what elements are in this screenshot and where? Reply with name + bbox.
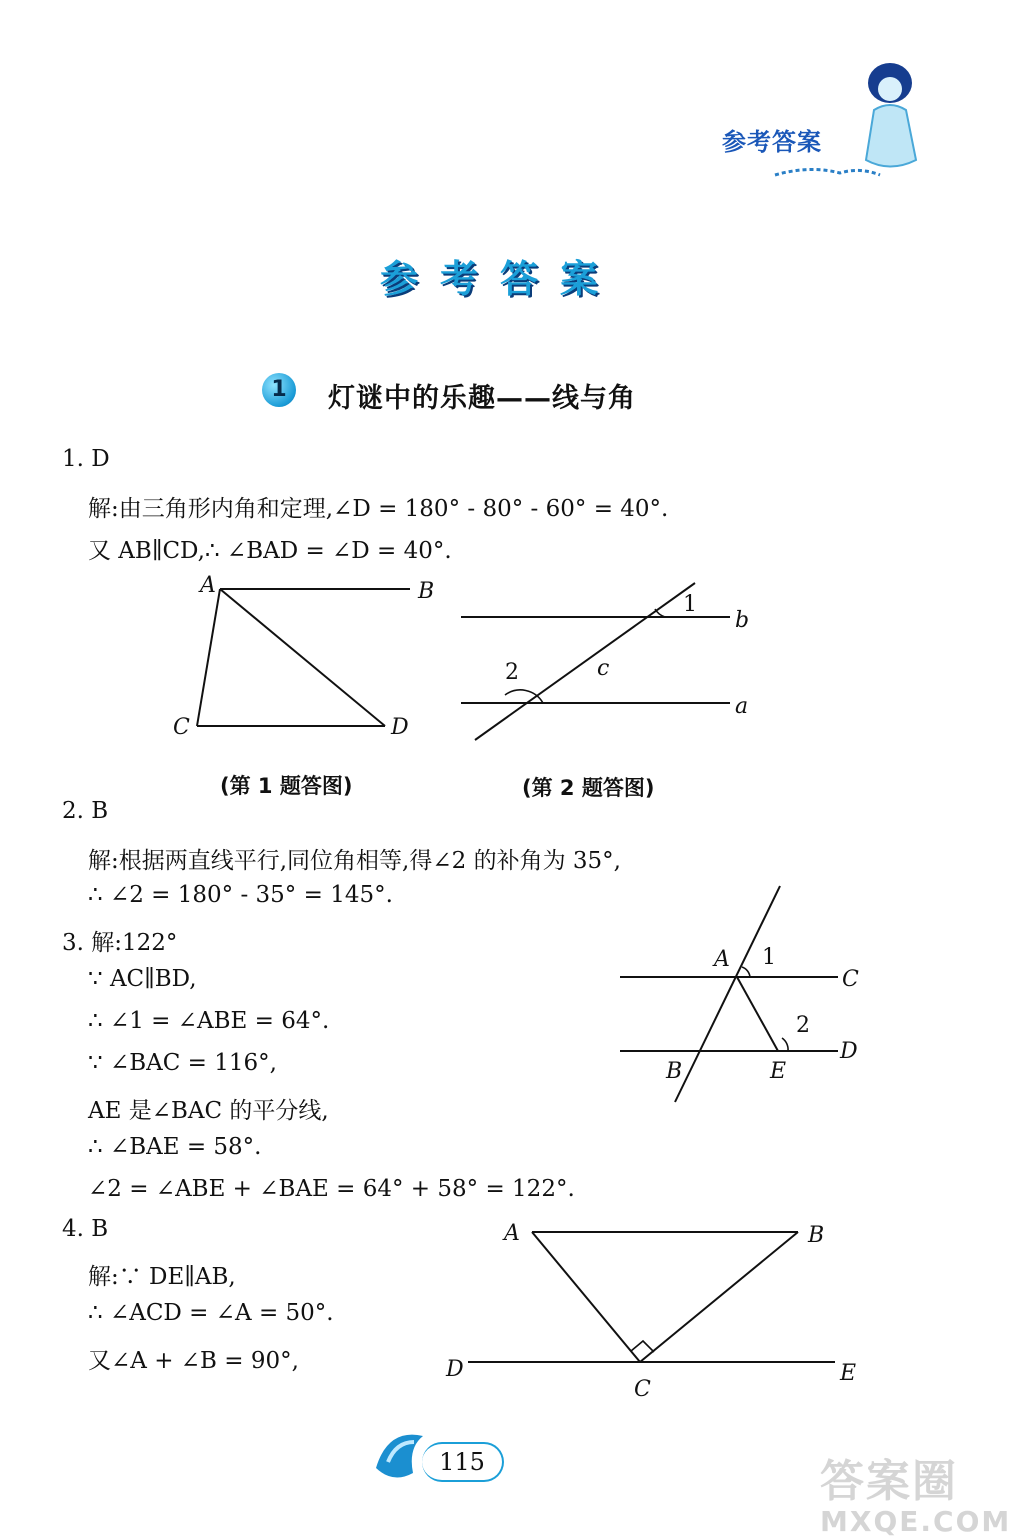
- header-girl-illustration: [770, 55, 950, 185]
- fig2-label-a: a: [735, 694, 749, 719]
- fig3-angle-1: 1: [762, 945, 776, 970]
- q3-line: ∵ ∠BAC = 116°,: [88, 1050, 277, 1076]
- watermark-line1: 答案圈: [820, 1456, 958, 1507]
- q3-line: ∴ ∠BAE = 58°.: [88, 1134, 262, 1160]
- figure-3-parallel-lines: [610, 880, 870, 1110]
- fig1-label-B: B: [418, 579, 435, 604]
- fig2-label-b: b: [735, 608, 750, 633]
- section-number-badge: 1: [262, 373, 296, 407]
- fig3-label-E: E: [770, 1059, 787, 1084]
- q4-line: 解:∵ DE∥AB,: [88, 1264, 236, 1290]
- fig4-label-B: B: [808, 1223, 825, 1248]
- fig3-label-D: D: [840, 1039, 858, 1064]
- q3-line: AE 是∠BAC 的平分线,: [88, 1098, 329, 1124]
- figure-1-quadrilateral: [165, 568, 435, 748]
- q4-line: 又∠A + ∠B = 90°,: [88, 1348, 299, 1374]
- fig4-label-A: A: [504, 1221, 520, 1246]
- fig1-label-A: A: [200, 573, 216, 598]
- fig4-label-C: C: [634, 1377, 651, 1402]
- page-number: 115: [422, 1442, 504, 1482]
- q2-solution-line1: 解:根据两直线平行,同位角相等,得∠2 的补角为 35°,: [88, 848, 621, 874]
- fig2-label-c: c: [597, 656, 610, 681]
- q4-line: ∴ ∠ACD = ∠A = 50°.: [88, 1300, 334, 1326]
- q3-line: ∠2 = ∠ABE + ∠BAE = 64° + 58° = 122°.: [88, 1176, 575, 1202]
- q1-solution-line1: 解:由三角形内角和定理,∠D = 180° - 80° - 60° = 40°.: [88, 496, 669, 522]
- watermark: [820, 1445, 1011, 1538]
- section-title: 灯谜中的乐趣——线与角: [328, 383, 636, 414]
- fig3-angle-2: 2: [796, 1013, 810, 1038]
- figure-1-caption: (第 1 题答图): [220, 774, 353, 798]
- watermark-line2: MXQE.COM: [820, 1505, 1011, 1538]
- figure-2-caption: (第 2 题答图): [522, 776, 655, 800]
- q3-line: ∵ AC∥BD,: [88, 966, 197, 992]
- header-label: 参考答案: [722, 128, 822, 156]
- fig4-label-D: D: [446, 1357, 464, 1382]
- q3-line: ∴ ∠1 = ∠ABE = 64°.: [88, 1008, 330, 1034]
- fig2-angle-1: 1: [683, 592, 697, 617]
- fig1-label-C: C: [173, 715, 190, 740]
- figure-2-parallel-lines: [455, 575, 755, 750]
- q1-solution-line2: 又 AB∥CD,∴ ∠BAD = ∠D = 40°.: [88, 538, 452, 564]
- fig2-angle-2: 2: [505, 660, 519, 685]
- fig3-label-C: C: [842, 967, 859, 992]
- q2-solution-line2: ∴ ∠2 = 180° - 35° = 145°.: [88, 882, 393, 908]
- q1-answer: 1. D: [62, 446, 110, 472]
- fig1-label-D: D: [391, 715, 409, 740]
- figure-4-right-triangle: [440, 1210, 870, 1410]
- q3-answer: 3. 解:122°: [62, 930, 178, 956]
- q2-answer: 2. B: [62, 798, 109, 824]
- q4-answer: 4. B: [62, 1216, 109, 1242]
- fig3-label-B: B: [666, 1059, 683, 1084]
- page-title: 参考答案: [379, 257, 620, 301]
- fig3-label-A: A: [714, 947, 730, 972]
- fig4-label-E: E: [840, 1361, 857, 1386]
